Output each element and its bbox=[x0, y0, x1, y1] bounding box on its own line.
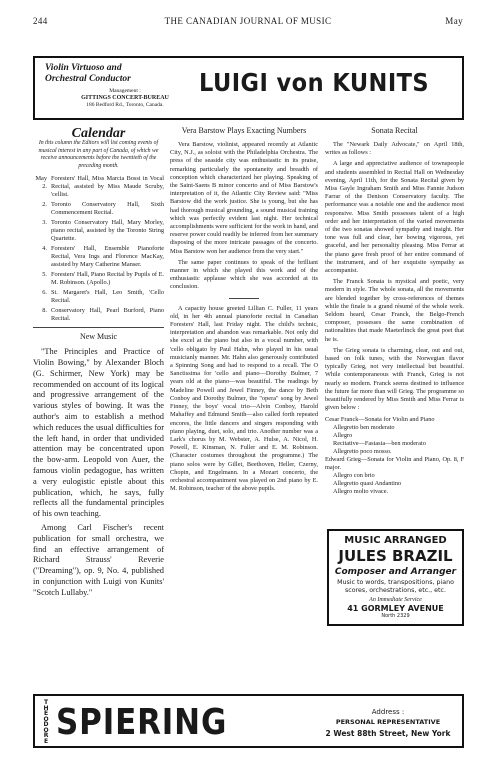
kunits-role-line2: Orchestral Conductor bbox=[45, 74, 131, 84]
article-paragraph: Vera Barstow, violinist, appeared recently at Atlantic City, N.J., as soloist with the Philadelphia Orchestra. The press of the seaside city was enthusiastic in its praise, remarking particularly the spontaneity and breadth of conception which characterized her playing. Speaking of the Saint-Saens B minor concerto and of Miss Barstow's interpretation of it, the Atlantic City Review said: "Miss Barstow did the work justice. She is young, but she has had thorough musical grounding, a sound musical training which was perfectly evident last night. Her technical accomplishments were sufficient for the work in hand, and reserve power could readily be inferred from her summary disposing of the more intricate passages of the concerto. Miss Barstow won her audience from the very start." bbox=[170, 141, 318, 255]
brazil-role: Composer and Arranger bbox=[334, 567, 457, 577]
page-number: 244 bbox=[33, 16, 48, 26]
kunits-advertisement bbox=[33, 56, 464, 120]
vertical-letter: E bbox=[43, 710, 49, 717]
spiering-address-block bbox=[318, 708, 458, 738]
article-paragraph: The same paper continues to speak of the brilliant manner in which she played this work and of the enthusiastic applause which she was accorded at its conclusion. bbox=[170, 258, 318, 291]
programme-line: Allegretto poco mosso. bbox=[333, 447, 392, 455]
calendar-date: 5. bbox=[42, 271, 47, 279]
calendar-event: Foresters' Hall, Ensemble Pianoforte Recital, Vera Ings and Florence MacKay, assisted by Mary Catherine Manser. bbox=[51, 245, 164, 269]
article-paragraph: A capacity house greeted Lillian C. Fuller, 11 years old, in her 4th annual pianoforte recital in Canadian Foresters' Hall, last Friday night. The child's technic, interpretation and abandon was remarkable. Not only did she excel at the piano but also in a vocal number, with 'cello obligato by Paul Hahn, who played in his usual musicianly manner. Mr. Hahn also generously contributed a Spinning Song and had to respond to a recall. The O Sanctissima for 'cello and piano—Dorothy Bulmer, 7 years old at the piano—was beautiful. The readings by Madeline Powell and Jewel Finney, the dance by Beth Conboy and Dorothy Bulmer, the "opera" song by Jewel Finney, the boys' vocal trio—Alvin Conboy, Harold Mahaffey and Edmund Smith—also called forth repeated encores, the little dancers and singers responding with piano playing, duet, solo, and trio. Another number was a Lark's chorus by M. Webster, A. Hulse, A. Nicol, H. Powell, E. Kinsman, N. Fuller and E. M. Robinson. (Character costumes throughout the programme.) The piano solos were by Gillet, Beethoven, Heller, Czerny, Chopin, and Engelmann. In a Mozart concerto, the orchestral accompaniment was played on 2nd piano by E. M. Robinson, teacher of the above pupils. bbox=[170, 304, 318, 493]
calendar-intro: In this column the Editors will list coming events of musical interest in any part of Canada, of which we receive announcements before the twentieth of the preceding month. bbox=[38, 140, 159, 169]
calendar-item bbox=[33, 175, 164, 199]
spiering-first-name bbox=[42, 700, 50, 744]
journal-title: THE CANADIAN JOURNAL OF MUSIC bbox=[164, 16, 332, 26]
new-music-title: New Music bbox=[79, 332, 118, 342]
article-paragraph: A large and appreciative audience of townspeople and students assembled in Recital Hall on Wednesday evening, April 11th, for the Sonata Recital given by Miss Gayle Ingraham Smith and Miss Fannie Judson Farrar of the Denison Conservatory faculty. The performance was a notable one and the audience most responsive. Miss Smith possesses talent of a high order and her interpretation of the varied movements of the two sonatas showed sympathy and insight. Her tone was full and clear, her bowing vigorous, yet graceful, and her personality pleasing. Miss Ferrar at the piano gave fresh proof of her entire command of the instrument, and of her exquisite sympathy as accompanist. bbox=[325, 160, 464, 275]
brazil-line1: MUSIC ARRANGED bbox=[344, 535, 447, 546]
brazil-phone: North 2329 bbox=[381, 613, 410, 619]
new-music-body bbox=[33, 347, 164, 598]
calendar-list bbox=[33, 175, 164, 323]
new-music-paragraph: Among Carl Fischer's recent publication for small orchestra, we find an effective arrangement of Richard Strauss' Reverie ("Dreaming"), op. 9, No. 4, published in conjunction with Luigi von Kunits' "Scotch Lullaby." bbox=[33, 522, 164, 597]
article-paragraph: The Franck Sonata is mystical and poetic, very modern in style. The whole sonata, all the movements are blended together by cross-references of themes while the finale is a grand résumé of the whole work. Seldom heard, Cesar Franck, the Belgo-French composer, possesses the same combination of nationalities that made Maeterlinck the great poet that he is. bbox=[325, 278, 464, 343]
calendar-item bbox=[33, 271, 164, 287]
divider bbox=[229, 298, 259, 299]
barstow-title: Vera Barstow Plays Exacting Numbers bbox=[181, 126, 307, 135]
programme-line: Allegretto ben moderato bbox=[333, 423, 395, 431]
sonata-programme bbox=[325, 416, 464, 496]
calendar-event: Toronto Conservatory Hall, Mary Morley, piano recital, assisted by the Toronto String Quartette. bbox=[51, 219, 164, 243]
kunits-role-line1: Violin Virtuoso and bbox=[45, 63, 122, 73]
programme-line: Allegro molto vivace. bbox=[333, 487, 389, 495]
article-paragraph: The "Newark Daily Advocate," on April 18th, writes as follows : bbox=[325, 141, 464, 157]
column-middle bbox=[170, 124, 318, 496]
calendar-item bbox=[33, 201, 164, 217]
running-head bbox=[33, 16, 463, 30]
vertical-letter: H bbox=[43, 704, 49, 712]
divider bbox=[33, 327, 164, 328]
programme-line: Allegro bbox=[333, 431, 353, 439]
vertical-letter: O bbox=[43, 715, 49, 723]
kunits-name: LUIGI von KUNITS bbox=[199, 68, 430, 97]
brazil-service-note: An Immediate Service bbox=[369, 597, 422, 603]
calendar-title: Calendar bbox=[71, 126, 126, 141]
spiering-name: SPIERING bbox=[56, 702, 228, 743]
programme-line: Edward Grieg—Sonata for Violin and Piano, Op. 8, F major. bbox=[325, 455, 464, 471]
calendar-date: May 2. bbox=[35, 175, 47, 191]
kunits-ad-left bbox=[45, 63, 205, 109]
brazil-advertisement bbox=[327, 529, 464, 626]
brazil-services: Music to words, transpositions, piano scores, orchestrations, etc., etc. bbox=[337, 579, 454, 594]
calendar-event: Foresters' Hall, Piano Recital by Pupils of E. M. Robinson. (Apollo.) bbox=[51, 271, 164, 287]
vertical-letter: D bbox=[43, 721, 49, 728]
sonata-title: Sonata Recital bbox=[371, 126, 418, 135]
calendar-event: St. Margaret's Hall, Leo Smith, 'Cello Recital. bbox=[51, 289, 164, 305]
column-left bbox=[33, 124, 164, 602]
spiering-street: 2 West 88th Street, New York bbox=[325, 729, 451, 738]
kunits-management bbox=[45, 88, 205, 109]
spiering-representative: PERSONAL REPRESENTATIVE bbox=[335, 718, 441, 726]
programme-line: Cesar Franck—Sonata for Violin and Piano bbox=[325, 415, 435, 423]
calendar-item bbox=[33, 289, 164, 305]
calendar-event: Toronto Conservatory Hall, Sixth Commencement Recital. bbox=[51, 201, 164, 217]
programme-line: Recitative—Fastasia—ben moderato bbox=[333, 439, 426, 447]
management-address: 186 Bedford Rd., Toronto, Canada. bbox=[86, 102, 164, 108]
management-label: Management : bbox=[109, 88, 141, 94]
management-bureau: GITTINGS CONCERT-BUREAU bbox=[81, 95, 169, 101]
calendar-event: Conservatory Hall, Pearl Burford, Piano Recital. bbox=[51, 307, 164, 323]
programme-line: Allegretto quasi Andantino bbox=[333, 479, 402, 487]
programme-line: Allegro con brio bbox=[333, 471, 375, 479]
calendar-date: 3. bbox=[42, 219, 47, 227]
calendar-date: 4. bbox=[42, 245, 47, 253]
column-right bbox=[325, 124, 464, 496]
vertical-letter: R bbox=[43, 732, 49, 739]
calendar-item bbox=[33, 245, 164, 269]
calendar-date: 2. bbox=[42, 201, 47, 209]
article-paragraph: The Grieg sonata is charming, clear, out and out, based on folk tunes, with the Norwegian flavor typically Grieg, not very intellectual but beautiful. While contemporaneous with Franck, Grieg is not nearly so modern. Franck seems destined to influence the future far more than will Grieg. The programme so beautifully rendered by Miss Smith and Miss Ferrar is given below : bbox=[325, 346, 464, 412]
calendar-item bbox=[33, 307, 164, 323]
calendar-event: Foresters' Hall, Miss Marcia Bossi in Vocal Recital, assisted by Miss Maude Scruby, 'cellist. bbox=[51, 175, 164, 199]
calendar-item bbox=[33, 219, 164, 243]
brazil-address: 41 GORMLEY AVENUE bbox=[347, 604, 444, 613]
vertical-letter: O bbox=[43, 726, 49, 734]
brazil-name: JULES BRAZIL bbox=[338, 547, 453, 565]
spiering-address-label: Address : bbox=[371, 708, 405, 716]
new-music-paragraph: "The Principles and Practice of Violin Bowing," by Alexander Bloch (G. Schirmer, New York) may be recommended on account of its logical and progressive arrangement of the various styles of bowing. It was the author's aim to establish a method which reduces the usual difficulties for the left hand, in order that undivided attention may be concentrated upon the bow-arm. Leopold von Auer, the famous violin pedagogue, has written a very eulogistic epistle about this publication, which, he says, fully reflects all the fundamental principles of his own teaching. bbox=[33, 347, 164, 519]
calendar-date: 6. bbox=[42, 289, 47, 297]
vertical-letter: E bbox=[43, 737, 49, 745]
calendar-date: 8. bbox=[42, 307, 47, 315]
issue-month: May bbox=[445, 16, 463, 26]
spiering-advertisement bbox=[33, 694, 464, 748]
vertical-letter: T bbox=[43, 699, 49, 706]
